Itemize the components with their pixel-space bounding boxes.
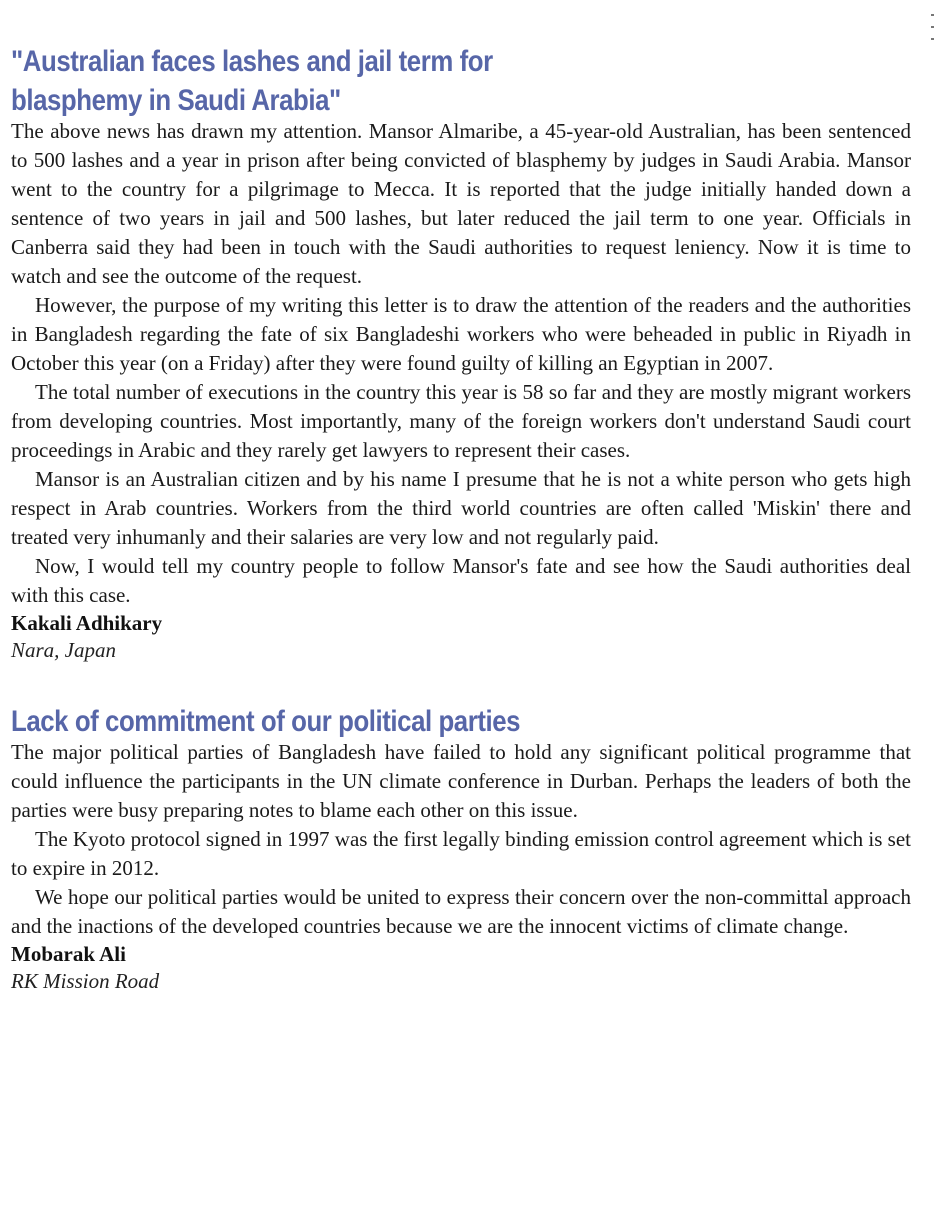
paragraph: The total number of executions in the country this year is 58 so far and they are mostly migrant workers from developing countries. Most importantly, many of the foreign workers don't understand Saudi court proceedings in Arabic and they rarely get lawyers to represent their cases. [11, 380, 911, 462]
author-name: Mobarak Ali [11, 942, 126, 966]
letter-political-parties [11, 696, 911, 995]
paragraph: However, the purpose of my writing this letter is to draw the attention of the readers and the authorities in Bangladesh regarding the fate of six Bangladeshi workers who were beheaded in public in Riyadh in October this year (on a Friday) after they were found guilty of killing an Egyptian in 2007. [11, 293, 911, 375]
edge-mark [931, 14, 934, 16]
paragraph: The Kyoto protocol signed in 1997 was the first legally binding emission control agreement which is set to expire in 2012. [11, 827, 912, 880]
author-location: Nara, Japan [11, 638, 116, 662]
letters-page [11, 36, 911, 995]
edge-mark [931, 26, 934, 28]
edge-mark [931, 38, 934, 40]
paragraph: The major political parties of Bangladesh have failed to hold any significant political programme that could influence the participants in the UN climate conference in Durban. Perhaps the leaders of both the parties were busy preparing notes to blame each other on this issue. [11, 740, 911, 822]
headline: Lack of commitment of our political parties [11, 705, 521, 738]
headline-continued: blasphemy in Saudi Arabia" [11, 84, 341, 117]
spacer [11, 664, 911, 696]
paragraph: Now, I would tell my country people to follow Mansor's fate and see how the Saudi authorities deal with this case. [11, 554, 911, 607]
letter-saudi-blasphemy [11, 36, 911, 664]
author-location: RK Mission Road [11, 969, 160, 993]
page-edge-marks [929, 4, 935, 74]
headline: "Australian faces lashes and jail term for [11, 45, 493, 78]
author-name: Kakali Adhikary [11, 611, 163, 635]
paragraph: The above news has drawn my attention. Mansor Almaribe, a 45-year-old Australian, has been sentenced to 500 lashes and a year in prison after being convicted of blasphemy by judges in Saudi Arabia. Mansor went to the country for a pilgrimage to Mecca. It is reported that the judge initially handed down a sentence of two years in jail and 500 lashes, but later reduced the jail term to one year. Officials in Canberra said they had been in touch with the Saudi authorities to request leniency. Now it is time to watch and see the outcome of the request. [11, 119, 911, 288]
paragraph: We hope our political parties would be united to express their concern over the non-committal approach and the inactions of the developed countries because we are the innocent victims of climate change. [11, 885, 911, 938]
paragraph: Mansor is an Australian citizen and by his name I presume that he is not a white person who gets high respect in Arab countries. Workers from the third world countries are often called 'Miskin' there and treated very inhumanly and their salaries are very low and not regularly paid. [11, 467, 911, 549]
